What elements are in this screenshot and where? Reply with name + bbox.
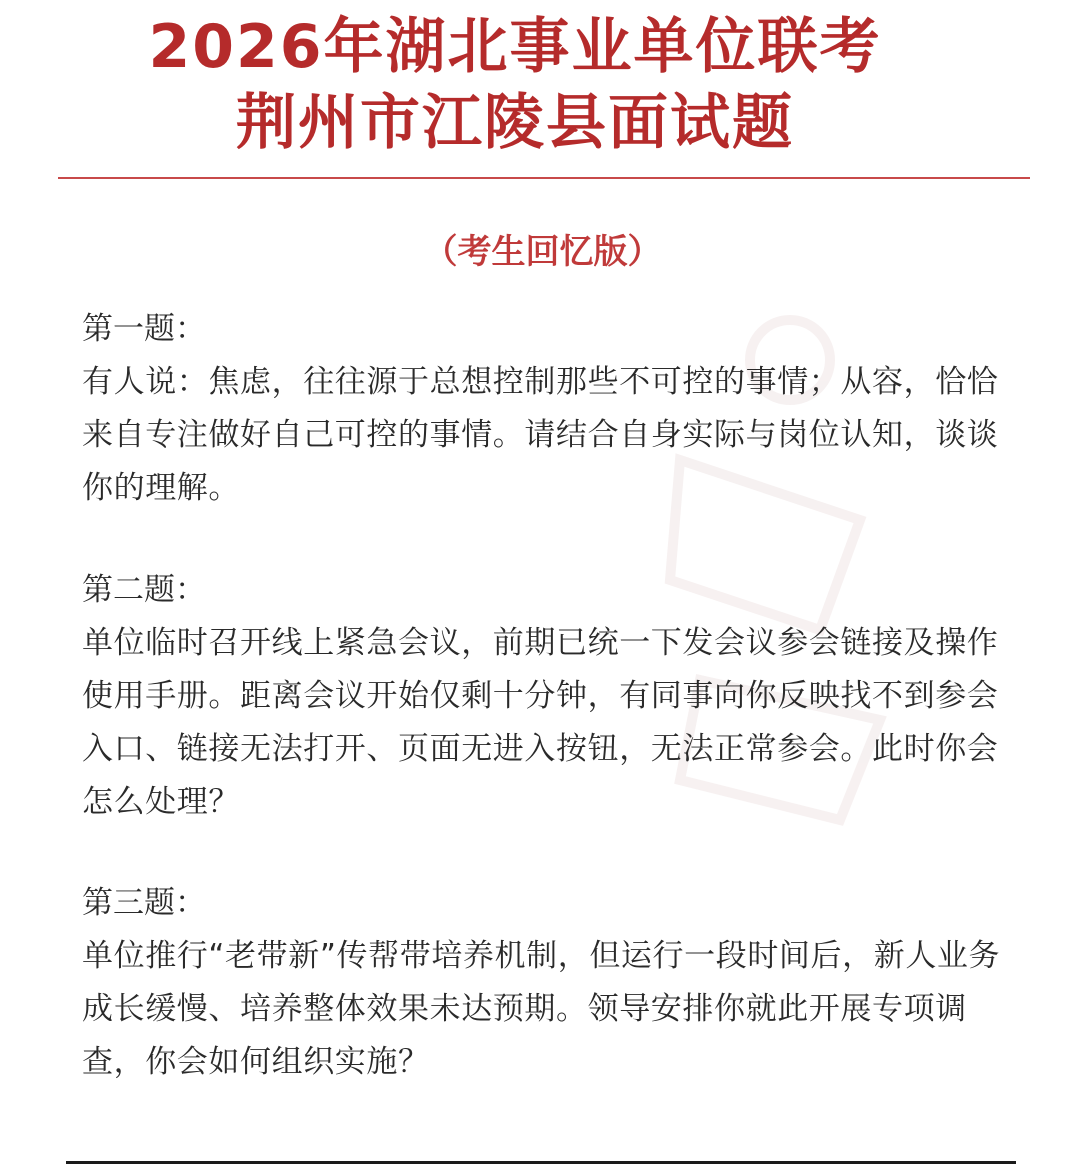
question-1 <box>82 302 1012 515</box>
page-title-line-2: 荆州市江陵县面试题 <box>236 88 794 158</box>
question-2-label: 第二题： <box>82 572 206 608</box>
question-2 <box>82 563 1012 829</box>
page-subtitle: （考生回忆版） <box>423 232 662 272</box>
question-3-body: 单位推行“老带新”传帮带培养机制，但运行一段时间后，新人业务成长缓慢、培养整体效果未达预期。领导安排你就此开展专项调查，你会如何组织实施？ <box>82 938 1001 1080</box>
question-1-label: 第一题： <box>82 311 206 347</box>
question-3-label: 第三题： <box>82 885 206 921</box>
question-1-body: 有人说：焦虑，往往源于总想控制那些不可控的事情；从容，恰恰来自专注做好自己可控的事情。请结合自身实际与岗位认知，谈谈你的理解。 <box>82 364 999 506</box>
page-title-line-1: 2026年湖北事业单位联考 <box>148 12 882 82</box>
question-2-body: 单位临时召开线上紧急会议，前期已统一下发会议参会链接及操作使用手册。距离会议开始仅剩十分钟，有同事向你反映找不到参会入口、链接无法打开、页面无进入按钮，无法正常参会。此时你会怎么处理？ <box>82 625 999 820</box>
title-divider <box>58 177 1030 179</box>
question-3 <box>82 876 1012 1089</box>
bottom-divider <box>66 1161 1016 1164</box>
